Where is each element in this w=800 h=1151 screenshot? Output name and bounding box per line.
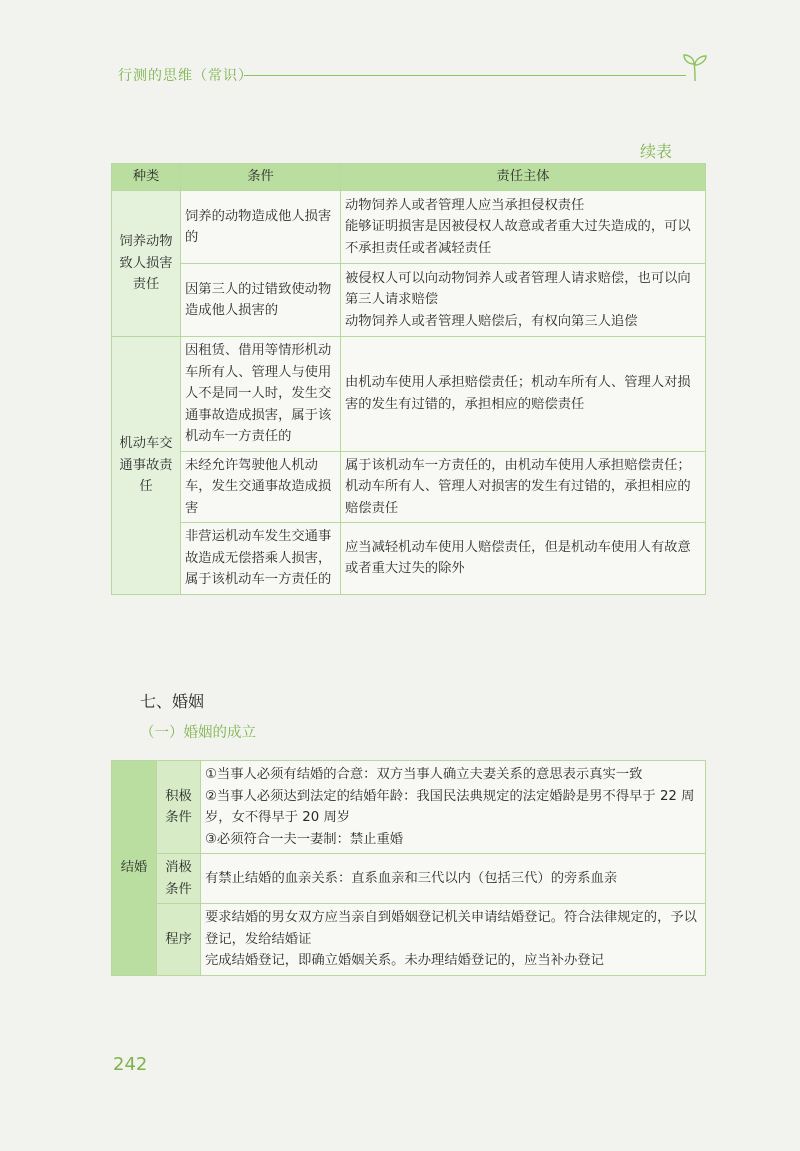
condition-cell: 饲养的动物造成他人损害的 bbox=[181, 191, 341, 264]
table-header-row bbox=[112, 164, 706, 191]
marriage-table bbox=[111, 760, 706, 976]
condition-label-cell: 程序 bbox=[157, 904, 201, 976]
continued-label: 续表 bbox=[640, 142, 673, 161]
condition-content-cell: 有禁止结婚的血亲关系：直系血亲和三代以内（包括三代）的旁系血亲 bbox=[201, 854, 706, 904]
condition-cell: 非营运机动车发生交通事故造成无偿搭乘人损害，属于该机动车一方责任的 bbox=[181, 523, 341, 595]
table-row bbox=[112, 191, 706, 264]
responsibility-cell: 由机动车使用人承担赔偿责任；机动车所有人、管理人对损害的发生有过错的，承担相应的赔偿责任 bbox=[341, 337, 706, 452]
section-title: 七、婚姻 bbox=[140, 692, 205, 711]
content-line: 要求结婚的男女双方应当亲自到婚姻登记机关申请结婚登记。符合法律规定的，予以登记，发给结婚证 bbox=[205, 910, 697, 947]
table-row bbox=[112, 451, 706, 523]
responsibility-cell bbox=[341, 191, 706, 264]
responsibility-line: 被侵权人可以向动物饲养人或者管理人请求赔偿，也可以向第三人请求赔偿 bbox=[345, 270, 691, 308]
header-responsibility: 责任主体 bbox=[341, 164, 706, 191]
table-row bbox=[112, 337, 706, 452]
content-line: ③必须符合一夫一妻制：禁止重婚 bbox=[205, 831, 404, 847]
header-rule bbox=[244, 75, 686, 76]
content-line: ①当事人必须有结婚的合意：双方当事人确立夫妻关系的意思表示真实一致 bbox=[205, 767, 643, 782]
table-row bbox=[112, 854, 706, 904]
responsibility-cell bbox=[341, 264, 706, 337]
kind-cell-vehicle: 机动车交通事故责任 bbox=[112, 337, 181, 595]
category-cell: 结婚 bbox=[112, 761, 157, 976]
table-row bbox=[112, 904, 706, 976]
condition-cell: 未经允许驾驶他人机动车，发生交通事故造成损害 bbox=[181, 451, 341, 523]
responsibility-cell: 应当减轻机动车使用人赔偿责任，但是机动车使用人有故意或者重大过失的除外 bbox=[341, 523, 706, 595]
condition-content-cell bbox=[201, 904, 706, 976]
liability-table bbox=[111, 163, 706, 595]
condition-label-cell: 积极条件 bbox=[157, 761, 201, 854]
responsibility-cell: 属于该机动车一方责任的，由机动车使用人承担赔偿责任；机动车所有人、管理人对损害的发生有过错的，承担相应的赔偿责任 bbox=[341, 451, 706, 523]
sprout-icon bbox=[682, 52, 708, 82]
table-row bbox=[112, 761, 706, 854]
content-line: 完成结婚登记，即确立婚姻关系。未办理结婚登记的，应当补办登记 bbox=[205, 953, 604, 968]
condition-label-cell: 消极条件 bbox=[157, 854, 201, 904]
running-header-title: 行测的思维（常识） bbox=[118, 68, 253, 84]
table-row bbox=[112, 264, 706, 337]
kind-cell-animal: 饲养动物致人损害责任 bbox=[112, 191, 181, 337]
condition-cell: 因租赁、借用等情形机动车所有人、管理人与使用人不是同一人时，发生交通事故造成损害，属于该机动车一方责任的 bbox=[181, 337, 341, 452]
condition-content-cell bbox=[201, 761, 706, 854]
responsibility-line: 动物饲养人或者管理人赔偿后，有权向第三人追偿 bbox=[345, 313, 638, 329]
content-line: ②当事人必须达到法定的结婚年龄：我国民法典规定的法定婚龄是男不得早于 22 周岁，女不得早于 20 周岁 bbox=[205, 788, 695, 825]
responsibility-line: 能够证明损害是因被侵权人故意或者重大过失造成的，可以不承担责任或者减轻责任 bbox=[345, 219, 691, 256]
header-kind: 种类 bbox=[112, 164, 181, 191]
table-row bbox=[112, 523, 706, 595]
header-condition: 条件 bbox=[181, 164, 341, 191]
responsibility-line: 动物饲养人或者管理人应当承担侵权责任 bbox=[345, 197, 585, 213]
condition-cell: 因第三人的过错致使动物造成他人损害的 bbox=[181, 264, 341, 337]
page-number: 242 bbox=[113, 1054, 148, 1075]
section-subtitle: （一）婚姻的成立 bbox=[140, 725, 256, 741]
running-header bbox=[118, 58, 708, 88]
